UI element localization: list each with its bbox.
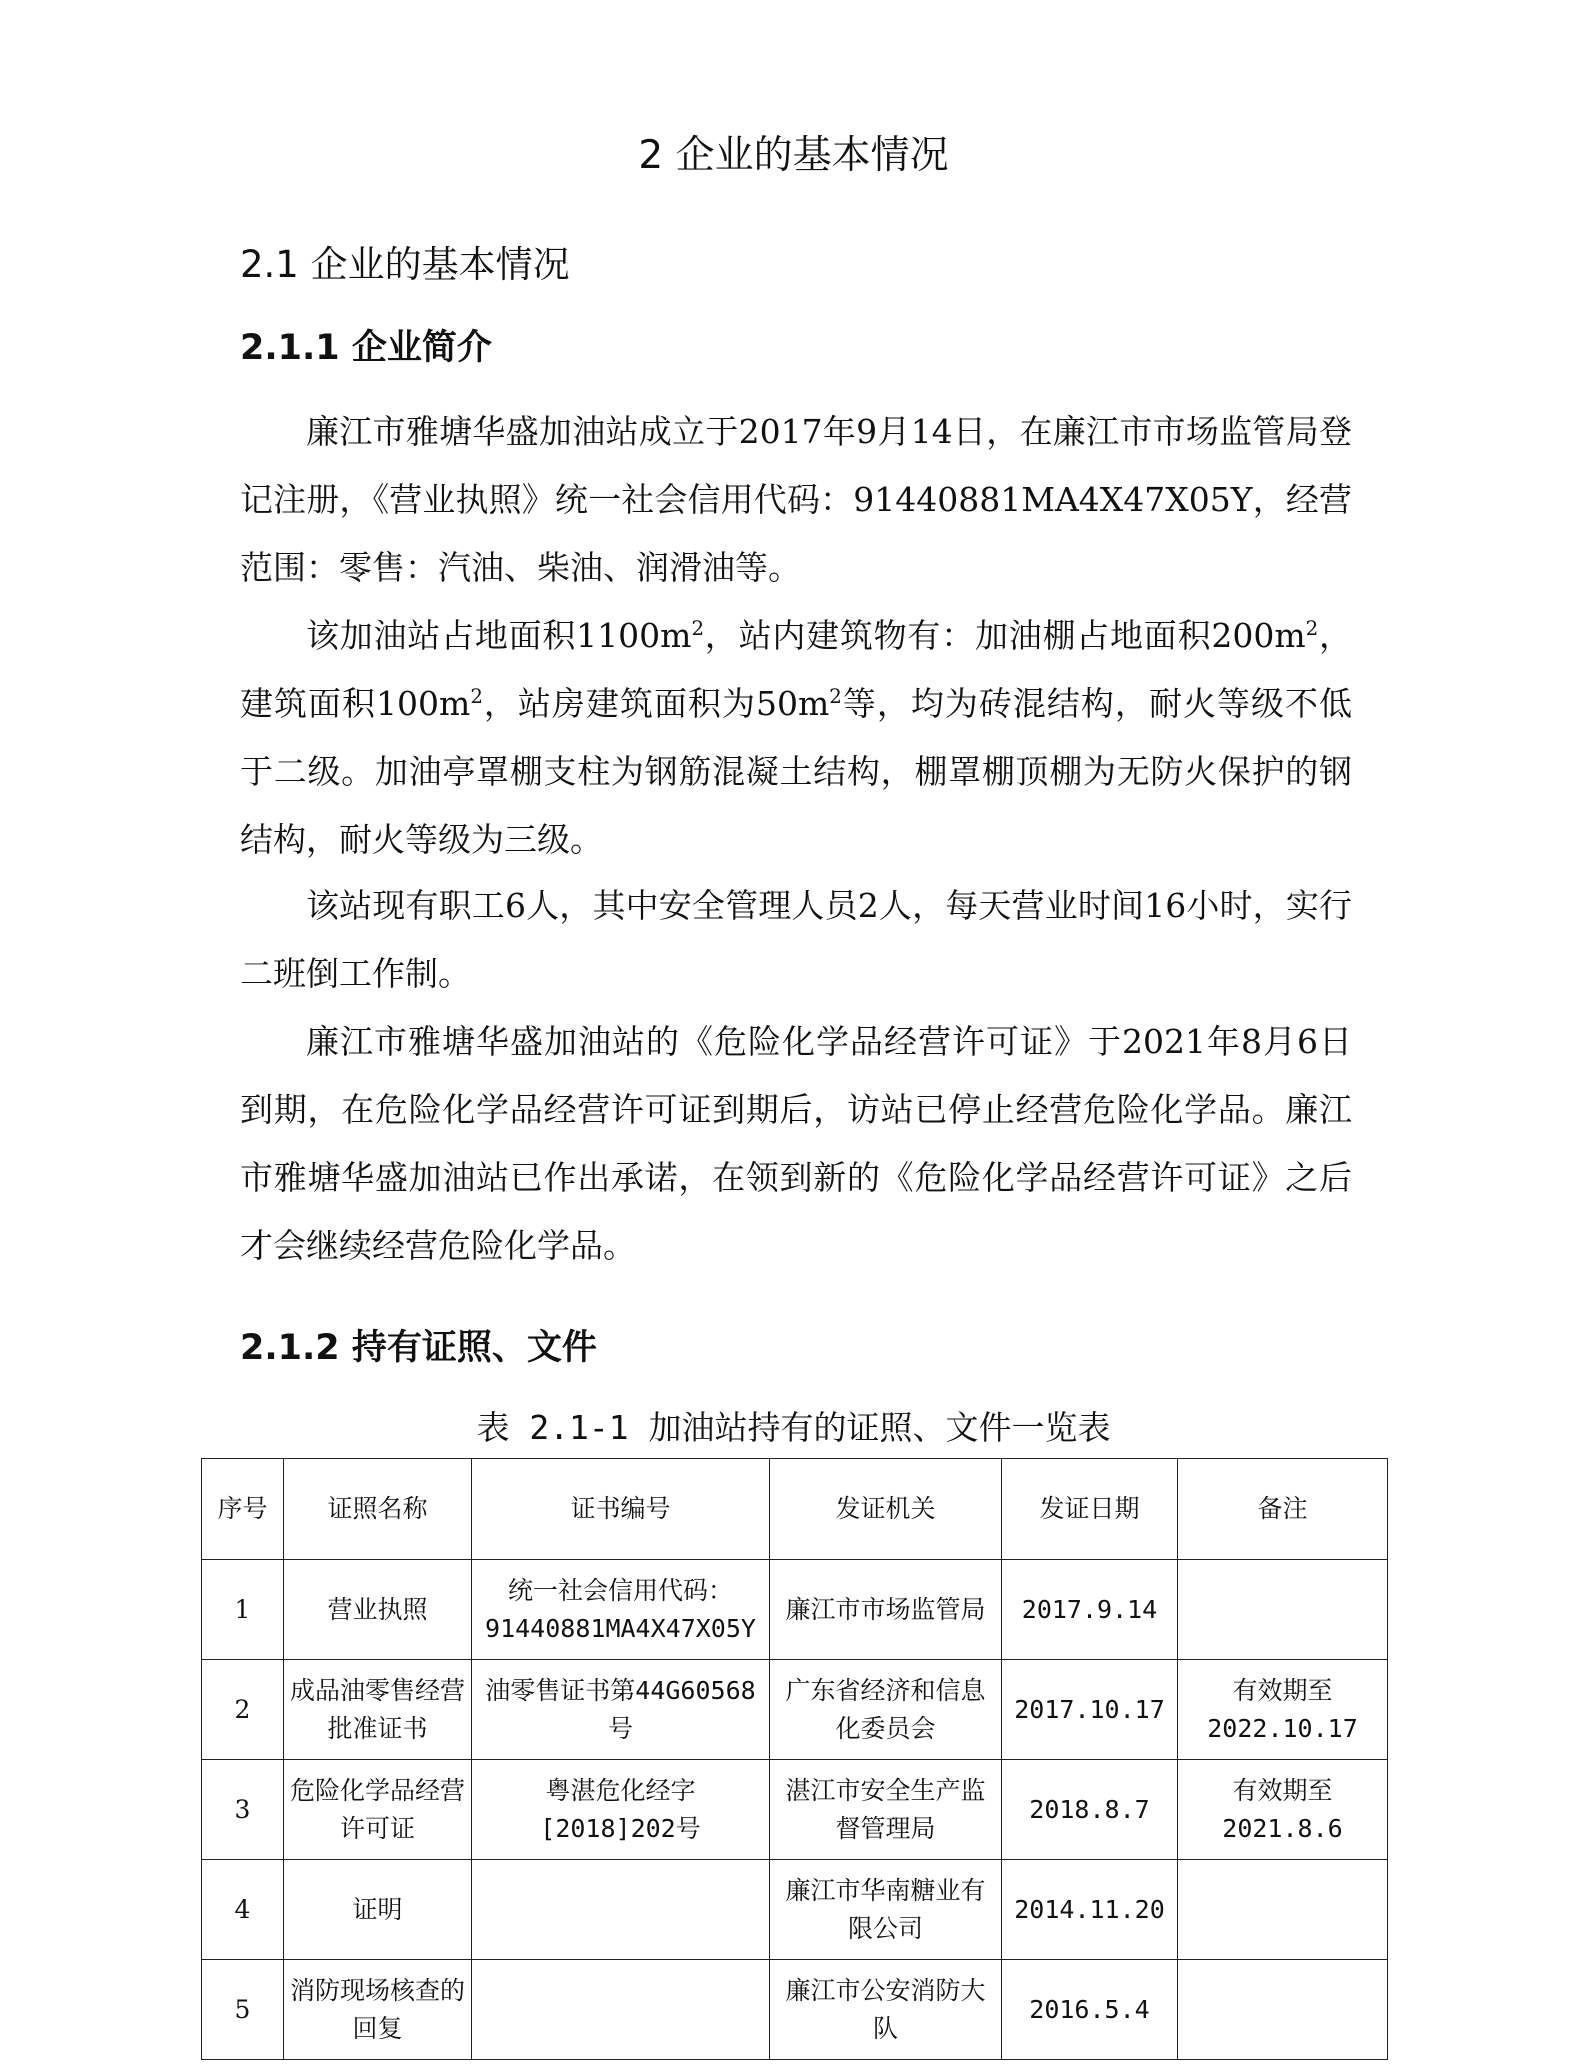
paragraph-intro: 廉江市雅塘华盛加油站成立于2017年9月14日，在廉江市市场监管局登记注册，《营业执照》统一社会信用代码：91440881MA4X47X05Y，经营范围：零售：汽油、柴油、润滑油等。 (240, 412, 1352, 587)
subsection-heading-intro: 2.1.1 企业简介 (240, 328, 492, 368)
table-row (202, 1860, 1388, 1960)
table-cell: 消防现场核查的回复 (284, 1960, 472, 2060)
header-cell: 发证日期 (1002, 1459, 1178, 1560)
table-cell: 有效期至2021.8.6 (1178, 1760, 1388, 1860)
table-cell: 廉江市市场监管局 (770, 1560, 1002, 1660)
table-cell: 4 (202, 1860, 284, 1960)
table-cell: 廉江市公安消防大队 (770, 1960, 1002, 2060)
paragraph-area: 该加油站占地面积$1100m^2$，站内建筑物有：加油棚占地面积$200m^2$，建筑面积$100m^2$，站房建筑面积为$50m^2$等，均为砖混结构，耐火等级不低于二级。加油亭罩棚支柱为钢筋混凝土结构，棚罩棚顶棚为无防火保护的钢结构，耐火等级为三级。 (240, 616, 1353, 859)
table-cell: 2016.5.4 (1002, 1960, 1178, 2060)
table-row (202, 1660, 1388, 1760)
table-cell (472, 1860, 770, 1960)
paragraph-license: 廉江市雅塘华盛加油站的《危险化学品经营许可证》于2021年8月6日到期，在危险化学品经营许可证到期后，访站已停止经营危险化学品。廉江市雅塘华盛加油站已作出承诺，在领到新的《危险化学品经营许可证》之后才会继续经营危险化学品。 (240, 1022, 1352, 1265)
header-cell: 发证机关 (770, 1459, 1002, 1560)
header-cell: 证书编号 (472, 1459, 770, 1560)
table-cell: 2014.11.20 (1002, 1860, 1178, 1960)
table-cell (1178, 1560, 1388, 1660)
table-row (202, 1760, 1388, 1860)
table-cell: 2 (202, 1660, 284, 1760)
table-cell: 油零售证书第44G60568号 (472, 1660, 770, 1760)
chapter-heading: 2 企业的基本情况 (638, 133, 949, 178)
table-cell: 危险化学品经营许可证 (284, 1760, 472, 1860)
table-cell: 有效期至2022.10.17 (1178, 1660, 1388, 1760)
table-cell: 2018.8.7 (1002, 1760, 1178, 1860)
table-cell: 廉江市华南糖业有限公司 (770, 1860, 1002, 1960)
paragraph-staff: 该站现有职工6人，其中安全管理人员2人，每天营业时间16小时，实行二班倒工作制。 (240, 886, 1352, 993)
subsection-heading-licenses: 2.1.2 持有证照、文件 (240, 1328, 597, 1368)
table-cell (472, 1960, 770, 2060)
table-cell: 营业执照 (284, 1560, 472, 1660)
table-cell: 证明 (284, 1860, 472, 1960)
table-caption: 表 2.1-1 加油站持有的证照、文件一览表 (476, 1408, 1111, 1447)
header-cell: 序号 (202, 1459, 284, 1560)
header-cell: 备注 (1178, 1459, 1388, 1560)
table-cell: 2017.9.14 (1002, 1560, 1178, 1660)
table-cell: 3 (202, 1760, 284, 1860)
section-heading: 2.1 企业的基本情况 (240, 243, 570, 286)
table-cell (1178, 1860, 1388, 1960)
table-row (202, 1560, 1388, 1660)
license-table (201, 1458, 1388, 2060)
table-row (202, 1960, 1388, 2060)
header-cell: 证照名称 (284, 1459, 472, 1560)
table-cell: 统一社会信用代码：91440881MA4X47X05Y (472, 1560, 770, 1660)
table-cell: 1 (202, 1560, 284, 1660)
table-cell: 2017.10.17 (1002, 1660, 1178, 1760)
table-cell (1178, 1960, 1388, 2060)
table-cell: 成品油零售经营批准证书 (284, 1660, 472, 1760)
table-cell: 广东省经济和信息化委员会 (770, 1660, 1002, 1760)
table-header-row (202, 1459, 1388, 1560)
table-cell: 5 (202, 1960, 284, 2060)
table-cell: 湛江市安全生产监督管理局 (770, 1760, 1002, 1860)
table-cell: 粤湛危化经字[2018]202号 (472, 1760, 770, 1860)
